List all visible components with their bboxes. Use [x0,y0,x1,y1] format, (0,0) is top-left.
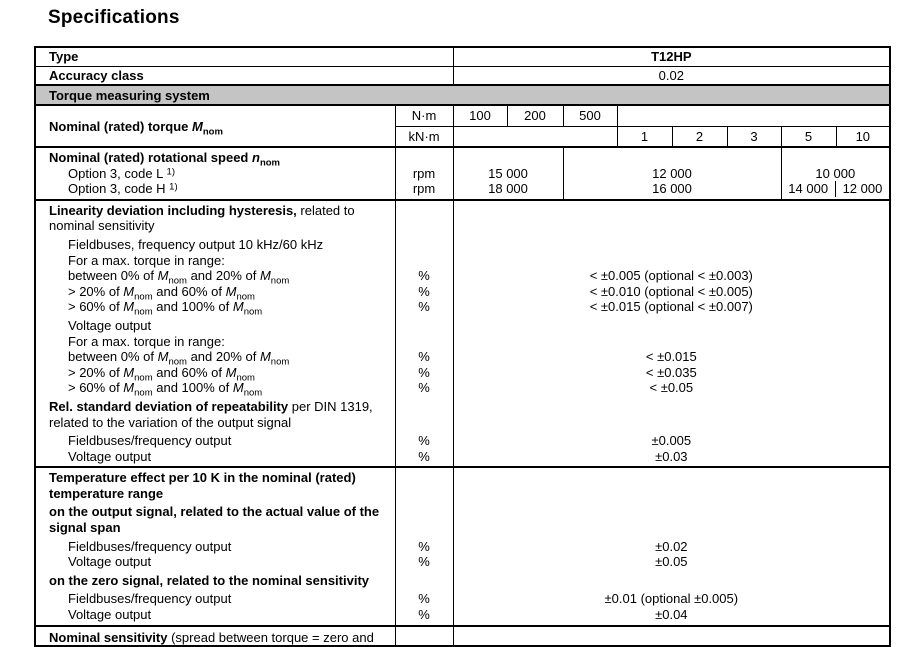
row-type-value: T12HP [453,47,890,66]
row-rotational-speed [35,147,890,200]
row-torque-nm [35,105,890,126]
value-cell: < ±0.005 (optional < ±0.003) [589,268,753,284]
spec-line-label: between 0% of $M_{nom}$ and 20% of $M_{nom}$ [68,268,290,287]
section-header-label: Torque measuring system [35,85,890,105]
nominal-sensitivity-value-cell [453,626,890,646]
speed-option-label: Option 3, code L $^{1)}$ [68,165,175,181]
linearity-label-cell [35,200,395,468]
speed-label-cell [35,147,395,200]
value-cell: ±0.04 [655,607,688,623]
unit-cell [396,415,453,431]
torque-value-10: 10 [836,126,890,147]
value-cell [454,334,890,350]
torque-value-5: 5 [781,126,836,147]
spec-line-label: > 60% of $M_{nom}$ and 100% of $M_{nom}$ [68,380,263,399]
torque-nm-empty-cell [617,105,890,126]
speed-value: 16 000 [652,181,692,197]
row-accuracy-value: 0.02 [453,66,890,85]
spec-line-label: > 20% of $M_{nom}$ and 60% of $M_{nom}$ [68,364,255,384]
row-type [35,47,890,66]
torque-value-2: 2 [672,126,727,147]
spec-line-label: Linearity deviation including hysteresis, related to [49,202,355,218]
spec-line-label: nominal sensitivity [49,218,155,234]
value-cell [454,520,890,536]
linearity-unit-cell [395,200,453,468]
speed-option-label: Option 3, code H $^{1)}$ [68,181,178,197]
value-cell [454,253,890,269]
spec-line-label: related to the variation of the output signal [49,414,292,430]
value-cell [454,203,890,219]
unit-cell: % [418,554,430,570]
unit-cell-nm: N·m [395,105,453,126]
value-cell: ±0.05 [655,554,688,570]
spec-line-label: temperature range [49,485,164,501]
spec-line-label: Voltage output [68,317,152,333]
unit-cell [396,253,453,269]
torque-value-3: 3 [727,126,781,147]
unit-cell: % [418,349,430,365]
value-cell [454,415,890,431]
row-temperature-effect [35,467,890,625]
unit-cell [396,237,453,253]
speed-group-100-200 [453,147,563,200]
value-cell [454,486,890,502]
row-linearity-repeatability [35,200,890,468]
unit-cell [396,470,453,486]
unit-cell [396,486,453,502]
nominal-sensitivity-label: Nominal sensitivity (spread between torque = zero and [35,626,395,646]
unit-cell: % [418,433,430,449]
value-cell [454,318,890,334]
value-cell [454,504,890,520]
unit-cell [396,218,453,234]
spec-line-label: signal span [49,520,121,536]
section-header-row [35,85,890,105]
value-cell [454,399,890,415]
value-cell [454,573,890,589]
value-cell: < ±0.015 [645,349,697,365]
value-cell: ±0.02 [655,538,688,554]
spec-line-label: For a max. torque in range: [68,333,225,349]
torque-knm-empty-cell [453,126,617,147]
page-title: Specifications [48,7,180,28]
unit-cell [396,334,453,350]
unit-cell [396,318,453,334]
unit-cell [396,203,453,219]
linearity-value-cell [453,200,890,468]
unit-cell: % [418,380,430,396]
spec-line-label: Voltage output [68,607,152,623]
temperature-unit-cell [395,467,453,625]
value-cell [454,470,890,486]
value-cell: < ±0.015 (optional < ±0.007) [589,299,753,315]
unit-cell-blank [396,150,453,166]
row-accuracy-label: Accuracy class [35,66,453,85]
spec-line-label: Voltage output [68,554,152,570]
spec-line-label: Fieldbuses/frequency output [68,591,232,607]
torque-value-200: 200 [507,105,563,126]
speed-value: 12 000 [652,165,692,181]
row-nominal-sensitivity-clipped [35,626,890,646]
unit-cell-rpm: rpm [412,181,436,197]
speed-value: 15 000 [488,165,528,181]
unit-cell: % [418,591,430,607]
speed-split-row [782,181,890,197]
unit-cell: % [418,364,430,380]
speed-blank [564,150,781,166]
unit-cell: % [418,283,430,299]
unit-cell-knm: kN·m [395,126,453,147]
torque-label: Nominal (rated) torque $M_{nom}$ [35,105,395,147]
value-cell: < ±0.035 [645,364,697,380]
unit-cell: % [418,538,430,554]
spec-line-label: Rel. standard deviation of repeatability per DIN 1319, [49,398,373,414]
speed-value: 10 000 [815,165,856,181]
spec-line-label: > 20% of $M_{nom}$ and 60% of $M_{nom}$ [68,283,255,303]
unit-cell: % [418,299,430,315]
speed-row-title: Nominal (rated) rotational speed $n_{nom}$ [49,150,280,169]
spec-line-label: Voltage output [68,448,152,464]
value-cell [454,218,890,234]
speed-group-5-10 [781,147,890,200]
spec-line-label: Temperature effect per 10 K in the nominal (rated) [49,470,356,486]
speed-unit-cell [395,147,453,200]
nominal-sensitivity-unit-cell [395,626,453,646]
specifications-table [34,46,891,647]
spec-line-label: on the zero signal, related to the nominal sensitivity [49,572,370,588]
spec-line-label: > 60% of $M_{nom}$ and 100% of $M_{nom}$ [68,299,263,318]
row-accuracy-class [35,66,890,85]
spec-line-label: Fieldbuses, frequency output 10 kHz/60 kHz [68,236,324,252]
value-cell: < ±0.05 [649,380,694,396]
spec-line-label: For a max. torque in range: [68,252,225,268]
unit-cell [396,504,453,520]
torque-value-1: 1 [617,126,672,147]
value-cell: ±0.005 [651,433,692,449]
speed-group-500-3 [563,147,781,200]
speed-blank [782,150,890,166]
unit-cell: % [418,448,430,464]
unit-cell: % [418,607,430,623]
value-cell [454,237,890,253]
unit-cell [396,573,453,589]
speed-value: 12 000 [842,181,883,197]
torque-value-100: 100 [453,105,507,126]
unit-cell [396,399,453,415]
speed-value: 14 000 [782,181,836,197]
temperature-value-cell [453,467,890,625]
spec-line-label: Fieldbuses/frequency output [68,538,232,554]
spec-line-label: on the output signal, related to the actual value of the [49,504,380,520]
unit-cell: % [418,268,430,284]
row-type-label: Type [35,47,453,66]
value-cell: ±0.03 [655,448,688,464]
speed-blank [454,150,563,166]
value-cell: ±0.01 (optional ±0.005) [604,591,739,607]
unit-cell-rpm: rpm [412,165,436,181]
spec-line-label: Fieldbuses/frequency output [68,433,232,449]
temperature-label-cell [35,467,395,625]
spec-line-label: between 0% of $M_{nom}$ and 20% of $M_{nom}$ [68,349,290,368]
unit-cell [396,520,453,536]
torque-value-500: 500 [563,105,617,126]
value-cell: < ±0.010 (optional < ±0.005) [589,283,753,299]
speed-value: 18 000 [488,181,528,197]
